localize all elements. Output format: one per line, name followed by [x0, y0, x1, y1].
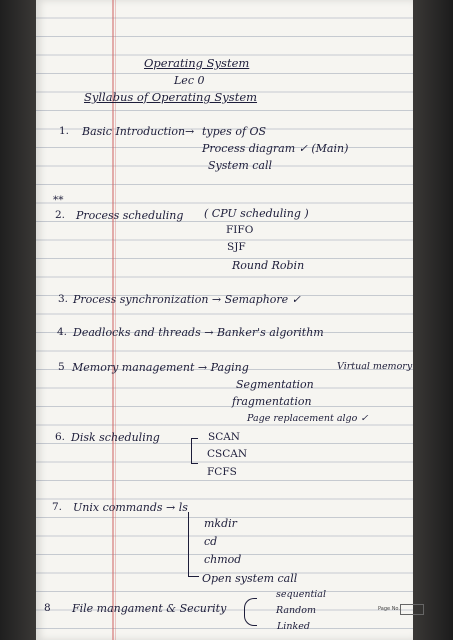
unix-commands-bracket	[188, 512, 199, 577]
item-8-text: File mangament & Security	[72, 602, 227, 615]
item-3-number: 3.	[58, 293, 69, 305]
item-5-sub-segmentation: Segmentation	[236, 378, 314, 391]
item-6-sub-fcfs: FCFS	[207, 466, 237, 478]
item-8-sub-linked: Linked	[277, 621, 310, 632]
item-4-number: 4.	[57, 326, 68, 338]
item-2-sub-sjf: SJF	[227, 241, 246, 253]
item-6-number: 6.	[55, 431, 66, 443]
item-5-number: 5	[58, 361, 65, 373]
item-7-sub-chmod: chmod	[204, 553, 242, 566]
item-7-sub-mkdir: mkdir	[204, 517, 237, 530]
background-edge	[413, 0, 453, 640]
notebook-binding-edge	[0, 0, 36, 640]
item-8-number: 8	[44, 602, 51, 614]
page-number-box	[400, 604, 424, 615]
item-5-sub-page-replacement: Page replacement algo ✓	[247, 413, 369, 424]
item-2-sub-fifo: FIFO	[226, 224, 254, 236]
item-1-text: Basic Introduction	[82, 125, 186, 138]
item-1-sub-process-diagram: Process diagram ✓ (Main)	[202, 142, 349, 155]
notebook-page	[36, 0, 413, 640]
item-7-sub-open-system-call: Open system call	[202, 572, 298, 585]
file-management-brace	[244, 598, 257, 626]
item-7-number: 7.	[52, 501, 63, 513]
item-3-text: Process synchronization → Semaphore ✓	[73, 293, 301, 306]
item-1-arrow: →	[185, 125, 195, 138]
item-5-sub-fragmentation: fragmentation	[232, 395, 312, 408]
page-title: Operating System	[144, 56, 250, 70]
item-6-sub-scan: SCAN	[208, 431, 240, 443]
item-1-sub-system-call: System call	[208, 159, 273, 172]
item-2-paren: ( CPU scheduling )	[204, 207, 309, 220]
item-8-sub-random: Random	[276, 605, 316, 616]
page-number-label: Page No.	[378, 606, 400, 612]
item-6-text: Disk scheduling	[71, 431, 160, 444]
item-7-sub-cd: cd	[204, 535, 218, 548]
item-2-text: Process scheduling	[76, 209, 184, 222]
item-5-text: Memory management → Paging	[72, 361, 249, 374]
lecture-number: Lec 0	[174, 74, 205, 87]
item-7-text: Unix commands → ls	[73, 501, 188, 514]
disk-scheduling-brace	[191, 438, 198, 464]
item-1-sub-types: types of OS	[202, 125, 267, 138]
item-8-sub-sequential: sequential	[276, 589, 326, 600]
item-6-sub-cscan: CSCAN	[207, 448, 248, 460]
item-2-sub-round-robin: Round Robin	[232, 259, 305, 272]
syllabus-heading: Syllabus of Operating System	[84, 90, 258, 104]
item-1-number: 1.	[59, 125, 70, 137]
item-5-side-virtual-memory: Virtual memory	[337, 361, 413, 372]
important-stars: **	[53, 194, 64, 206]
item-2-number: 2.	[55, 209, 66, 221]
item-4-text: Deadlocks and threads → Banker's algorithm	[73, 326, 324, 339]
